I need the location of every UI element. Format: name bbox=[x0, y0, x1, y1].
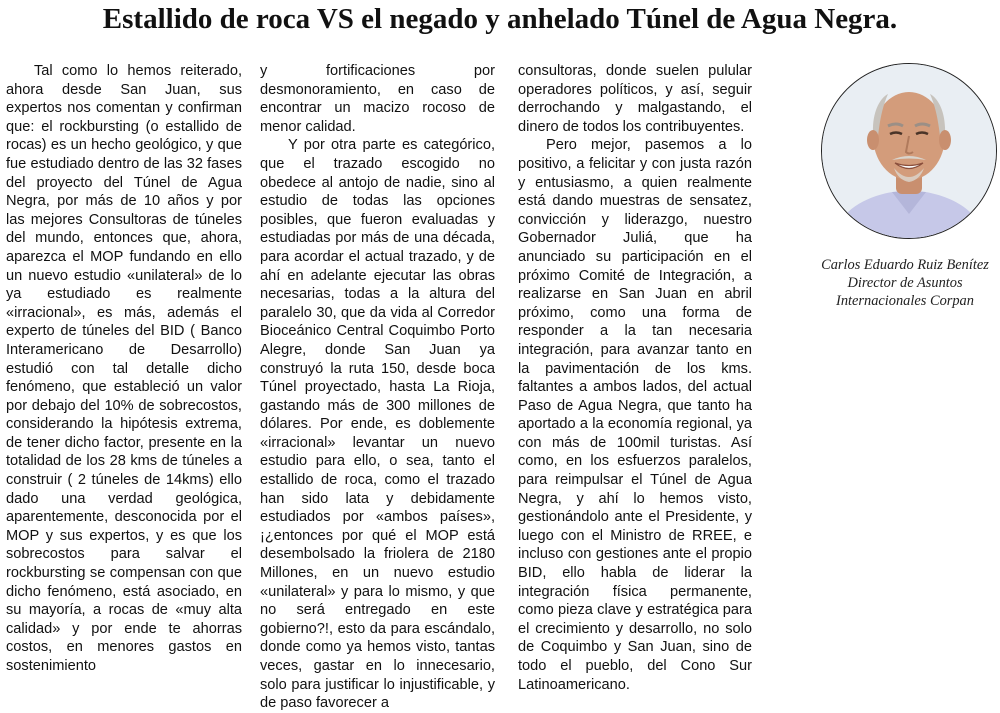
article-column-3 bbox=[518, 62, 752, 694]
author-name: Carlos Eduardo Ruiz Benítez bbox=[821, 257, 989, 273]
author-caption bbox=[810, 256, 1000, 310]
paragraph: Tal como lo hemos reiterado, ahora desde San Juan, sus expertos nos comentan y confirman que: el rockbursting (o estallido de rocas) es un hecho geológico, y que fue estudiado dentro de las 32 fases del proyecto del Túnel de Agua Negra, por más de 10 años y por las mejores Consultoras de túneles del mundo, entonces que, ahora, aparezca el MOP fundando en ello un nuevo estudio «unilateral» de lo ya estudiado es realmente «irracional», es más, además el experto de túneles del BID ( Banco Interamericano de Desarrollo) estudió con tal detalle dicho fenómeno, que estableció un valor por debajo del 10% de sobrecostos, considerando la hipótesis extrema, de tener dicho factor, presente en la totalidad de los 28 kms de túneles a construir ( 2 túneles de 14kms) ello dado una verdad geológica, aparentemente, desconocida por el MOP y sus expertos, y es que los sobrecostos para salvar el rockbursting se compensan con que dicho fenómeno, está asociado, en su mayoría, a rocas de «muy alta calidad» y por ende te ahorras costos, en menores gastos en sostenimiento bbox=[6, 63, 242, 674]
article-column-1 bbox=[6, 62, 242, 676]
paragraph: Y por otra parte es categórico, que el trazado escogido no obedece al antojo de nadie, sino al estudio de todas las opciones posibles, que fueron evaluadas y estudiadas por más de una década, para acordar el actual trazado, y de ahí en adelante ejecutar las obras necesarias, todas a la altura del paralelo 30, que da vida al Corredor Bioceánico Central Coquimbo Porto Alegre, donde San Juan ya construyó la ruta 150, desde boca Túnel proyectado, hasta La Rioja, gastando más de 300 millones de dólares. Por ende, es doblemente «irracional» levantar un nuevo estudio para ello, o sea, tanto el estallido de roca, como el trazado han sido lata y debidamente estudiados por «ambos países», ¡¿entonces por qué el MOP está desembolsado la friolera de 2180 Millones, en un nuevo estudio «unilateral» y para lo mismo, y que no será entregado en este gobierno?!, esto da para escándalo, donde como ya hemos visto, tantas veces, gastar en lo innecesario, solo para justificar lo injustificable, y de paso favorecer a bbox=[260, 137, 495, 712]
author-organization: Internacionales Corpan bbox=[836, 293, 974, 309]
paragraph: y fortificaciones por desmonoramiento, en caso de encontrar un macizo rocoso de menor calidad. bbox=[260, 63, 495, 135]
paragraph: Pero mejor, pasemos a lo positivo, a felicitar y con justa razón y entusiasmo, a quien realmente está dando muestras de sensatez, convicción y liderazgo, nuestro Gobernador Juliá, que ha anunciado su participación en el próximo Comité de Integración, a realizarse en San Juan en abril próximo, como una forma de responder a la tan necesaria integración, para avanzar tanto en la pavimentación de los kms. faltantes a ambos lados, del actual Paso de Agua Negra, que tanto ha aportado a la economía regional, ya con más de 100mil turistas. Así como, en los esfuerzos paralelos, para reimpulsar el Túnel de Agua Negra, y ahí lo hemos visto, gestionándolo ante el Presidente, y luego con el Ministro de RREE, e incluso con gestiones ante el propio BID, ello habla de liderar la integración física permanente, como pieza clave y estratégica para el crecimiento y desarrollo, no solo de Coquimbo y San Juan, sino de todo el pueblo, del Cono Sur Latinoamericano. bbox=[518, 137, 752, 693]
author-role: Director de Asuntos bbox=[847, 275, 963, 291]
author-photo bbox=[821, 63, 997, 239]
article-column-2 bbox=[260, 62, 495, 713]
article-title: Estallido de roca VS el negado y anhelado Túnel de Agua Negra. bbox=[102, 3, 898, 35]
paragraph: consultoras, donde suelen pulular operadores políticos, y así, seguir derrochando y malgastando, el dinero de todos los contribuyentes. bbox=[518, 63, 752, 135]
author-portrait-icon bbox=[822, 64, 996, 238]
